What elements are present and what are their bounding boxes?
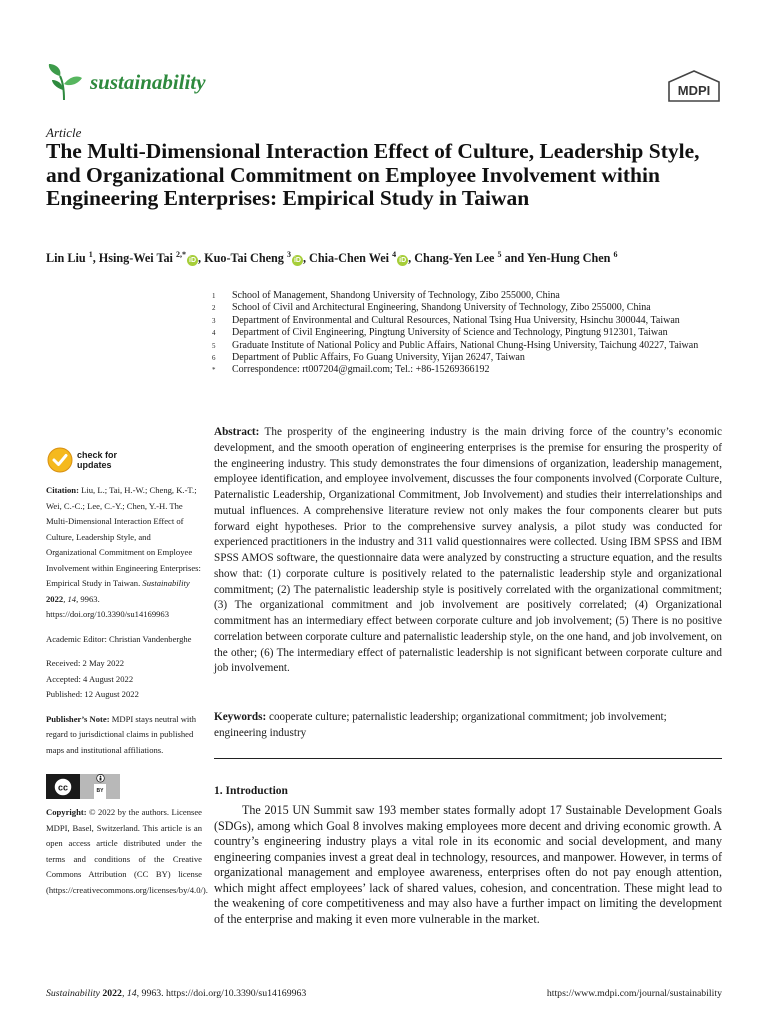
attribution-person-icon xyxy=(94,774,107,783)
author-list xyxy=(46,250,746,266)
journal-name: sustainability xyxy=(90,69,206,94)
author-affiliation-sup: 3 xyxy=(286,250,291,259)
publisher-note-label: Publisher’s Note: xyxy=(46,713,110,724)
sidebar xyxy=(46,445,208,898)
keywords xyxy=(214,710,722,742)
citation-doi-link[interactable]: , 9963. https://doi.org/10.3390/su14169963 xyxy=(46,593,170,619)
author-name[interactable]: Chia-Chen Wei xyxy=(309,251,390,266)
published-date: Published: 12 August 2022 xyxy=(46,689,139,699)
affiliation-text: School of Management, Shandong University of Technology, Zibo 255000, China xyxy=(232,290,560,301)
check-updates-icon xyxy=(46,446,74,474)
affiliation-item xyxy=(212,364,742,376)
author-separator: , xyxy=(92,251,99,266)
dates-block xyxy=(46,656,202,703)
publisher-note-text: MDPI stays neutral with regard to jurisdictional claims in published maps and institutional affiliations. xyxy=(46,713,196,755)
author-separator: , xyxy=(408,251,415,266)
author-affiliation-sup: 4 xyxy=(392,250,397,259)
keywords-text: cooperate culture; paternalistic leadership; organizational commitment; job involvement; engineering industry xyxy=(214,711,667,739)
affiliation-number: * xyxy=(212,366,216,375)
check-updates-line1: check for xyxy=(77,450,118,460)
citation-block xyxy=(46,483,202,623)
affiliation-item xyxy=(212,352,742,364)
affiliation-number: 3 xyxy=(212,316,216,325)
affiliation-number: 1 xyxy=(212,292,216,300)
section-heading-introduction: 1. Introduction xyxy=(214,785,288,797)
cc-by-license-badge[interactable] xyxy=(46,774,120,799)
copyright-label: Copyright: xyxy=(46,807,87,817)
citation-label: Citation: xyxy=(46,485,79,495)
received-date: Received: 2 May 2022 xyxy=(46,658,125,668)
footer-journal: Sustainability xyxy=(46,988,100,999)
affiliation-text: School of Civil and Architectural Engineering, Shandong University of Technology, Zibo 255000, China xyxy=(232,302,651,314)
author-separator: and xyxy=(501,251,527,266)
affiliation-text: Department of Civil Engineering, Pingtung University of Science and Technology, Pingtung 912301, Taiwan xyxy=(232,327,668,339)
academic-editor: Academic Editor: Christian Vandenberghe xyxy=(46,633,192,644)
affiliation-number: 2 xyxy=(212,304,216,313)
affiliation-item xyxy=(212,340,742,352)
orcid-icon[interactable]: iD xyxy=(399,257,407,265)
copyright-text: © 2022 by the authors. Licensee MDPI, Basel, Switzerland. This article is an open access article distributed under the terms and conditions of the Creative Commons Attribution (CC BY) license (https://creativecommons.org/licenses/by/4.0/). xyxy=(46,807,208,895)
abstract xyxy=(214,425,722,677)
affiliation-number: 4 xyxy=(212,329,216,338)
author-affiliation-sup: 5 xyxy=(497,250,502,259)
citation-text: Liu, L.; Tai, H.-W.; Cheng, K.-T.; Wei, C.-C.; Lee, C.-Y.; Chen, Y.-H. The Multi-Dimensional Interaction Effect of Culture, Leadership Style, and Organizational Commitment on Employee Involvement within Engineering Enterprises: Empirical Study in Taiwan. xyxy=(46,485,201,588)
svg-text:cc: cc xyxy=(57,782,69,792)
introduction-paragraph: The 2015 UN Summit saw 193 member states formally adopt 17 Sustainable Development Goals (SDGs), among which Goal 8 involves making employees more decent and driving economic growth. A country’s engineering industry plays a vital role in its economic and social development, and many engineering companies invest a great deal in technology, resources, and manpower. However, in terms of organizational management and employee awareness, enterprises often do not pay enough attention, which might affect employees’ lack of shared values, cohesion, and concentration. These might lead to the weakening of core competitiveness and may also have a further impact on limiting the development of the enterprise and making it even more vulnerable in the market. xyxy=(214,803,722,926)
copyright-notice xyxy=(46,805,208,898)
citation-volume: , 14 xyxy=(63,593,77,604)
footer-doi-link[interactable]: , 9963. https://doi.org/10.3390/su14169963 xyxy=(136,988,307,999)
affiliation-list xyxy=(212,290,742,377)
citation-year: 2022 xyxy=(46,593,64,604)
author-separator: , xyxy=(302,251,310,266)
author-affiliation-sup: 1 xyxy=(88,250,93,259)
creative-commons-icon xyxy=(53,777,73,797)
affiliation-item xyxy=(212,327,742,339)
footer-volume: , 14 xyxy=(121,988,137,999)
affiliation-text: Graduate Institute of National Policy and Public Affairs, National Chung-Hsing University, Taichung 40227, Taiwan xyxy=(232,339,699,351)
check-for-updates-button[interactable] xyxy=(46,445,202,475)
author-name[interactable]: Lin Liu xyxy=(46,251,86,266)
affiliation-item xyxy=(212,290,742,302)
section-divider xyxy=(214,758,722,759)
abstract-text: The prosperity of the engineering industry is the main driving force of the country’s economic development, and the smooth operation of engineering enterprises is the premise for ensuring the prosperity of the engineering industry. This study demonstrates the four dimensions of organization, leadership management, employee identification, and employee involvement, discusses the four components involved (Corporate Culture, Paternalistic Leadership, Organizational Commitment, Job Involvement) and studies their interrelationships and mutual influences. A comprehensive literature review not only makes the four components clearer but puts forward eight hypotheses. Prior to the comprehensive survey analysis, a pilot study was conducted for experienced practitioners in the industry and 311 valid questionnaires were collected. Using IBM SPSS and IBM SPSS AMOS software, the questionnaire data were analyzed by constructing a structure equation, and the results show that: (1) corporate culture is positively related to the paternalistic leadership style and organizational commitment; (2) The paternalistic leadership style is positively correlated with the organizational commitment; (3) The organizational commitment and job involvement are positively correlated; (4) Organizational commitment has an intermediary effect between corporate culture and job involvement; (5) There is no positive correlation between corporate culture and paternalistic leadership style, on the one hand, and job involvement, on the other; (6) The intermediary effect of paternalistic leadership is not significant between corporate culture and job involvement. xyxy=(214,426,722,675)
footer-citation xyxy=(46,988,306,999)
keywords-label: Keywords: xyxy=(214,711,267,723)
orcid-icon[interactable]: iD xyxy=(293,257,301,265)
article-type: Article xyxy=(46,125,82,140)
cc-by-label: BY xyxy=(94,784,107,800)
author-name[interactable]: Chang-Yen Lee xyxy=(414,251,495,266)
affiliation-item xyxy=(212,315,742,327)
footer-year: 2022 xyxy=(99,988,122,999)
affiliation-text: Department of Environmental and Cultural Resources, National Tsing Hua University, Hsinchu 300044, Taiwan xyxy=(232,314,680,326)
accepted-date: Accepted: 4 August 2022 xyxy=(46,673,134,684)
affiliation-text: Correspondence: rt007204@gmail.com; Tel.: +86-15269366192 xyxy=(232,364,490,376)
publisher-note xyxy=(46,712,202,759)
citation-journal: Sustainability xyxy=(142,578,190,588)
author-name[interactable]: Kuo-Tai Cheng xyxy=(204,251,284,266)
check-updates-line2: updates xyxy=(77,460,112,470)
affiliation-number: 6 xyxy=(212,354,216,363)
author-separator: , xyxy=(198,251,205,266)
journal-logo[interactable] xyxy=(46,62,206,102)
abstract-label: Abstract: xyxy=(214,426,260,438)
mdpi-logo[interactable] xyxy=(668,70,720,102)
footer-journal-url[interactable]: https://www.mdpi.com/journal/sustainability xyxy=(546,988,722,999)
leaf-icon xyxy=(46,62,84,102)
author-name[interactable]: Hsing-Wei Tai xyxy=(98,251,173,266)
author-affiliation-sup: 6 xyxy=(613,250,618,259)
mdpi-logo-text: MDPI xyxy=(677,83,711,98)
affiliation-text: Department of Public Affairs, Fo Guang University, Yijan 26247, Taiwan xyxy=(232,352,525,364)
affiliation-item xyxy=(212,302,742,314)
affiliation-number: 5 xyxy=(212,341,216,350)
article-title: The Multi-Dimensional Interaction Effect of Culture, Leadership Style, and Organizational Commitment on Employee Involvement within Engineering Enterprises: Empirical Study in Taiwan xyxy=(46,139,700,210)
author-affiliation-sup: 2,* xyxy=(176,250,186,259)
page-footer xyxy=(46,988,722,999)
orcid-icon[interactable]: iD xyxy=(189,257,196,265)
author-name[interactable]: Yen-Hung Chen xyxy=(526,251,611,266)
